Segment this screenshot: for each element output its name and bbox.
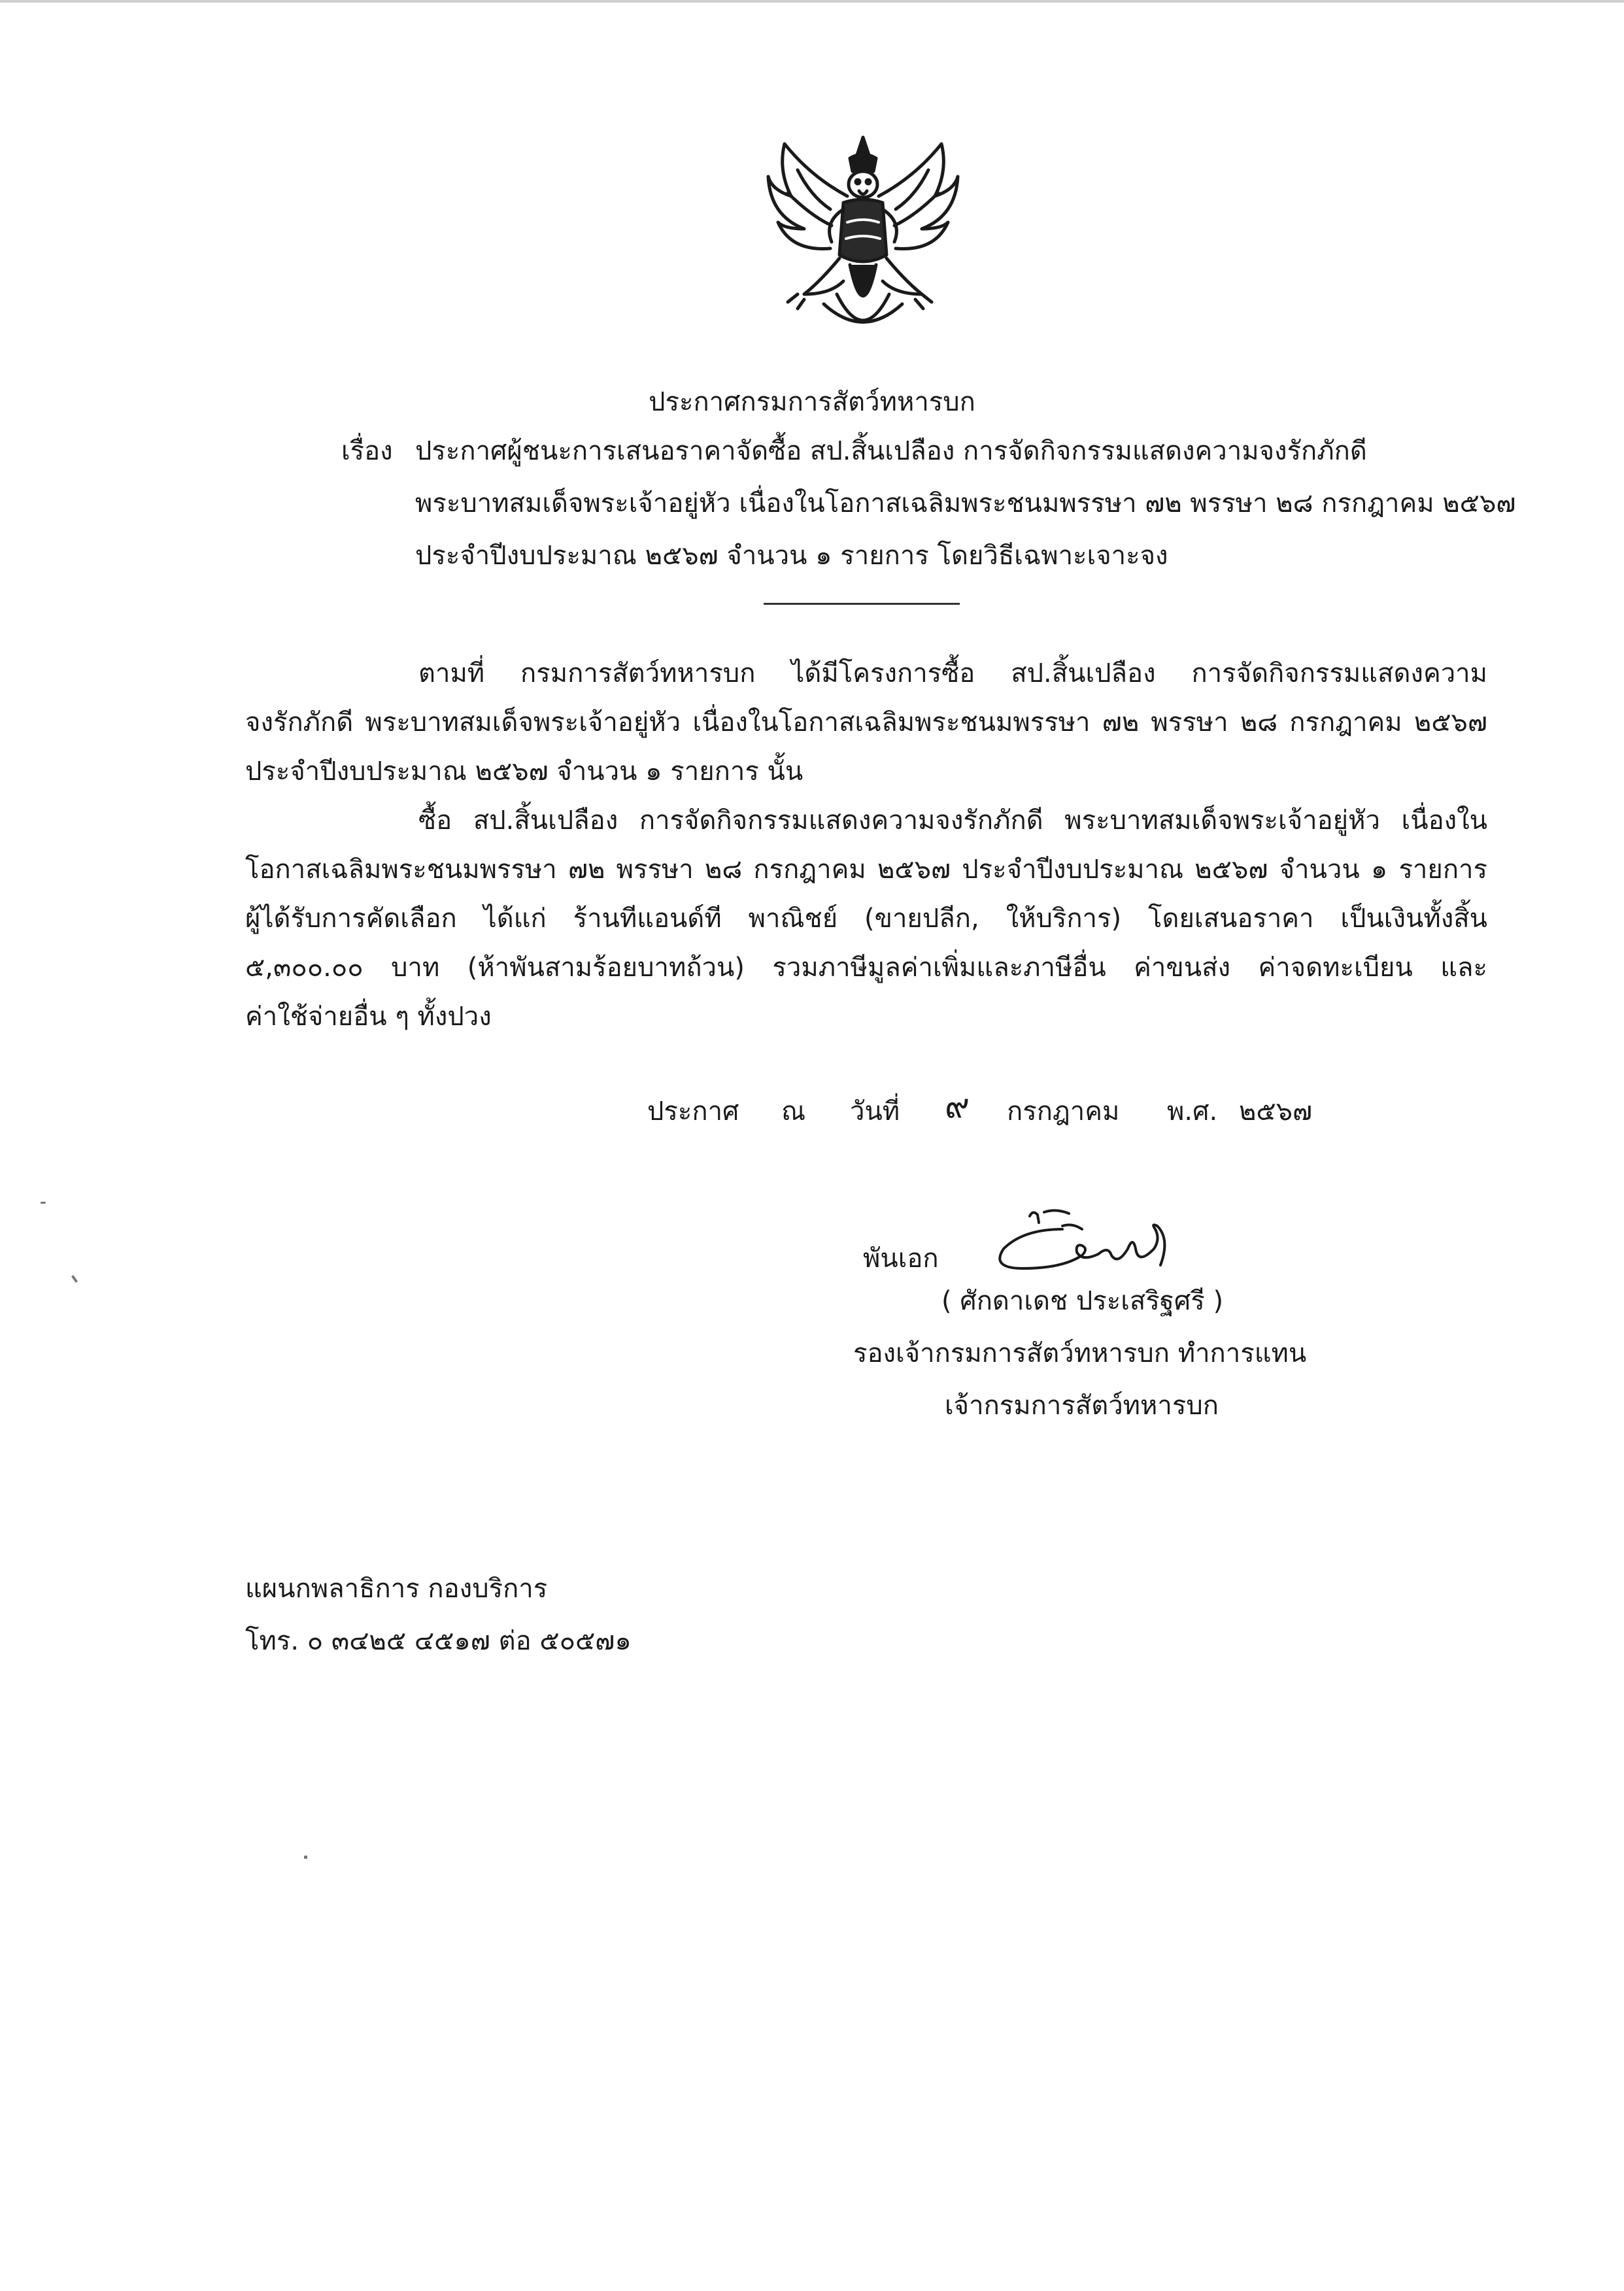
page-title: ประกาศกรมการสัตว์ทหารบก	[649, 387, 975, 417]
signatory-rank: พันเอก	[863, 1244, 939, 1274]
separator-rule	[764, 603, 960, 605]
signatory-position: เจ้ากรมการสัตว์ทหารบก	[945, 1391, 1219, 1421]
signatory-position: รองเจ้ากรมการสัตว์ทหารบก ทำการแทน	[853, 1338, 1307, 1368]
scan-speck	[304, 1856, 307, 1859]
day-label: วันที่	[850, 1096, 900, 1127]
subject-line: พระบาทสมเด็จพระเจ้าอยู่หัว เนื่องในโอกาสเฉลิมพระชนมพรรษา ๗๒ พรรษา ๒๘ กรกฎาคม ๒๕๖๗	[415, 488, 1516, 518]
subject-line: ประจำปีงบประมาณ ๒๕๖๗ จำนวน ๑ รายการ โดยวิธีเฉพาะเจาะจง	[415, 541, 1168, 571]
garuda-emblem-icon	[758, 131, 968, 347]
paragraph-line: ค่าใช้จ่ายอื่น ๆ ทั้งปวง	[245, 1002, 492, 1032]
footer-phone: โทร. ๐ ๓๔๒๕ ๔๕๑๗ ต่อ ๕๐๕๗๑	[245, 1626, 632, 1656]
paragraph-line: ซื้อ สป.สิ้นเปลือง การจัดกิจกรรมแสดงความจงรักภักดี พระบาทสมเด็จพระเจ้าอยู่หัว เนื่องใน	[418, 806, 1487, 836]
signature-icon	[984, 1203, 1206, 1281]
subject-line: ประกาศผู้ชนะการเสนอราคาจัดซื้อ สป.สิ้นเปลือง การจัดกิจกรรมแสดงความจงรักภักดี	[415, 436, 1367, 466]
paragraph-line: ตามที่ กรมการสัตว์ทหารบก ได้มีโครงการซื้อ สป.สิ้นเปลือง การจัดกิจกรรมแสดงความ	[418, 658, 1487, 688]
year-label: พ.ศ.	[1167, 1096, 1218, 1127]
paragraph-line: โอกาสเฉลิมพระชนมพรรษา ๗๒ พรรษา ๒๘ กรกฎาคม ๒๕๖๗ ประจำปีงบประมาณ ๒๕๖๗ จำนวน ๑ รายการ	[245, 855, 1487, 885]
year-value: ๒๕๖๗	[1239, 1096, 1313, 1127]
subject-label: เรื่อง	[341, 436, 393, 466]
paragraph-line: ผู้ได้รับการคัดเลือก ได้แก่ ร้านทีแอนด์ที พาณิชย์ (ขายปลีก, ให้บริการ) โดยเสนอราคา เป็นเงินทั้งสิ้น	[245, 904, 1487, 934]
signatory-name: ( ศักดาเดช ประเสริฐศรี )	[941, 1286, 1224, 1316]
month-value: กรกฎาคม	[1007, 1096, 1120, 1127]
paragraph-line: ประจำปีงบประมาณ ๒๕๖๗ จำนวน ๑ รายการ นั้น	[245, 756, 804, 787]
day-value: ๙	[945, 1087, 970, 1126]
paragraph-line: ๕,๓๐๐.๐๐ บาท (ห้าพันสามร้อยบาทถ้วน) รวมภาษีมูลค่าเพิ่มและภาษีอื่น ค่าขนส่ง ค่าจดทะเบียน และ	[245, 953, 1487, 983]
scan-speck	[41, 1202, 46, 1204]
footer-department: แผนกพลาธิการ กองบริการ	[245, 1574, 548, 1604]
scan-edge-line	[0, 0, 1624, 3]
paragraph-line: จงรักภักดี พระบาทสมเด็จพระเจ้าอยู่หัว เนื่องในโอกาสเฉลิมพระชนมพรรษา ๗๒ พรรษา ๒๘ กรกฎาคม ๒๕๖๗	[245, 707, 1487, 738]
announcement-prefix: ประกาศ	[647, 1096, 739, 1127]
scan-speck	[71, 1275, 78, 1283]
announcement-at: ณ	[781, 1096, 806, 1127]
